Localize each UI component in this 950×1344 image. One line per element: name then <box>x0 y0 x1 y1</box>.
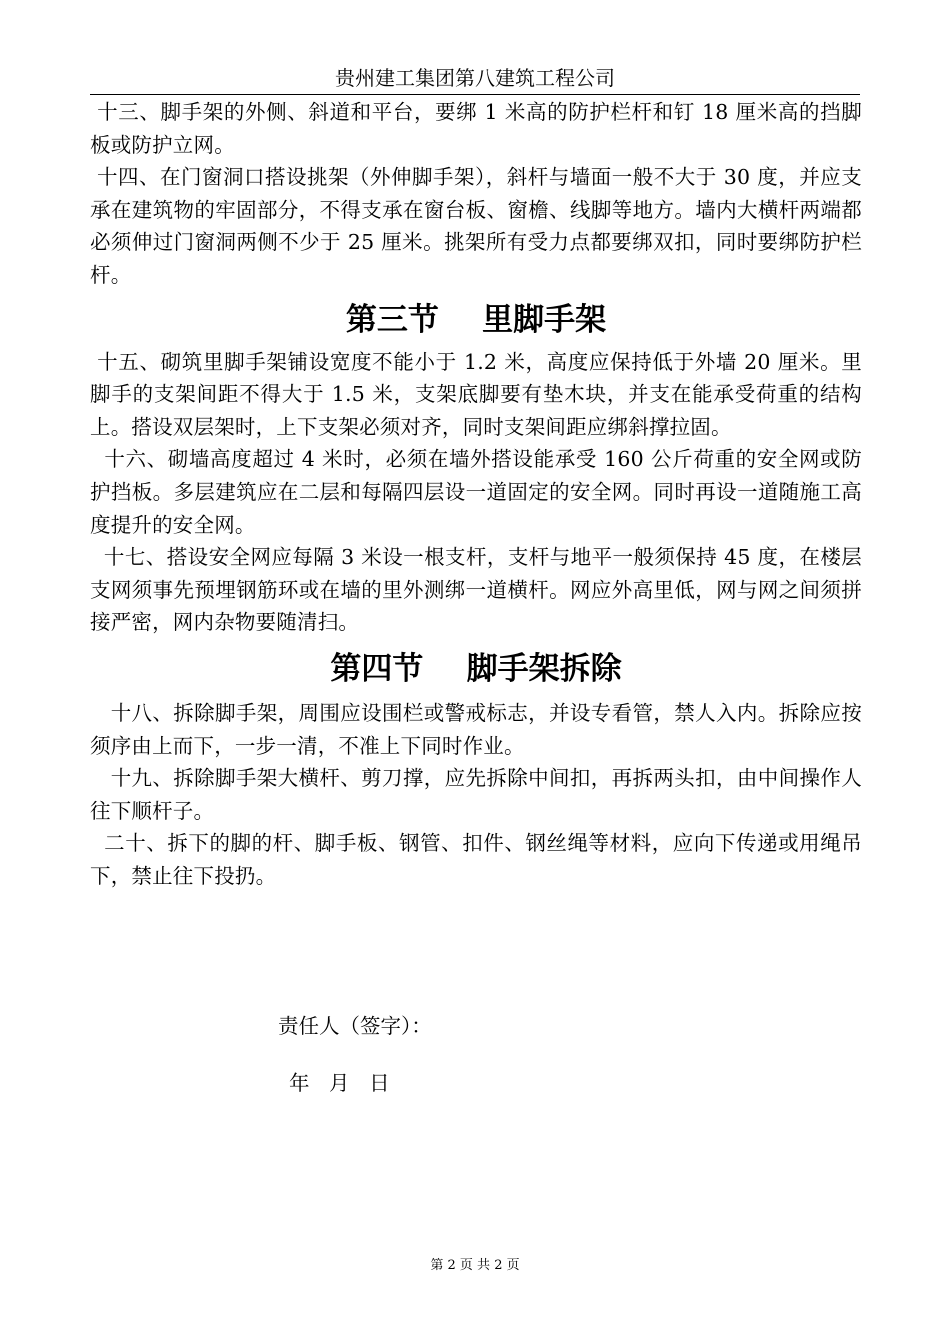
paragraph-14: 十四、在门窗洞口搭设挑架（外伸脚手架），斜杆与墙面一般不大于 30 度，并应支承在建筑物的牢固部分，不得支承在窗台板、窗檐、线脚等地方。墙内大横杆两端都必须伸过门窗洞两侧不少于 25 厘米。挑架所有受力点都要绑双扣，同时要绑防护栏杆。 <box>90 165 863 287</box>
paragraph-16: 十六、砌墙高度超过 4 米时，必须在墙外搭设能承受 160 公斤荷重的安全网或防护挡板。多层建筑应在二层和每隔四层设一道固定的安全网。同时再设一道随施工高度提升的安全网。 <box>90 447 863 537</box>
date-line: 年 月 日 <box>289 1071 390 1095</box>
paragraph-19: 十九、拆除脚手架大横杆、剪刀撑，应先拆除中间扣，再拆两头扣，由中间操作人往下顺杆子。 <box>90 766 863 823</box>
paragraph-17: 十七、搭设安全网应每隔 3 米设一根支杆，支杆与地平一般须保持 45 度，在楼层支网须事先预埋钢筋环或在墙的里外测绑一道横杆。网应外高里低，网与网之间须拼接严密，网内杂物要随清扫。 <box>90 545 862 635</box>
page-header: 贵州建工集团第八建筑工程公司 <box>335 66 615 90</box>
paragraph-13: 十三、脚手架的外侧、斜道和平台，要绑 1 米高的防护栏杆和钉 18 厘米高的挡脚板或防护立网。 <box>90 100 862 157</box>
signature-line: 责任人（签字）： <box>278 1014 432 1038</box>
paragraph-18: 十八、拆除脚手架，周围应设围栏或警戒标志，并设专看管，禁人入内。拆除应按须序由上而下，一步一清，不准上下同时作业。 <box>90 700 863 758</box>
page-number: 第 2 页 共 2 页 <box>430 1258 520 1273</box>
section-4-heading: 第四节 脚手架拆除 <box>330 650 622 687</box>
section-3-heading: 第三节 里脚手架 <box>345 301 607 338</box>
header-divider <box>90 94 860 95</box>
paragraph-15: 十五、砌筑里脚手架铺设宽度不能小于 1.2 米，高度应保持低于外墙 20 厘米。里脚手的支架间距不得大于 1.5 米，支架底脚要有垫木块，并支在能承受荷重的结构上。搭设双层架时，上下支架必须对齐，同时支架间距应绑斜撑拉固。 <box>90 349 862 439</box>
document-body <box>90 96 862 892</box>
paragraph-20: 二十、拆下的脚的杆、脚手板、钢管、扣件、钢丝绳等材料，应向下传递或用绳吊下，禁止往下投扔。 <box>90 831 862 888</box>
